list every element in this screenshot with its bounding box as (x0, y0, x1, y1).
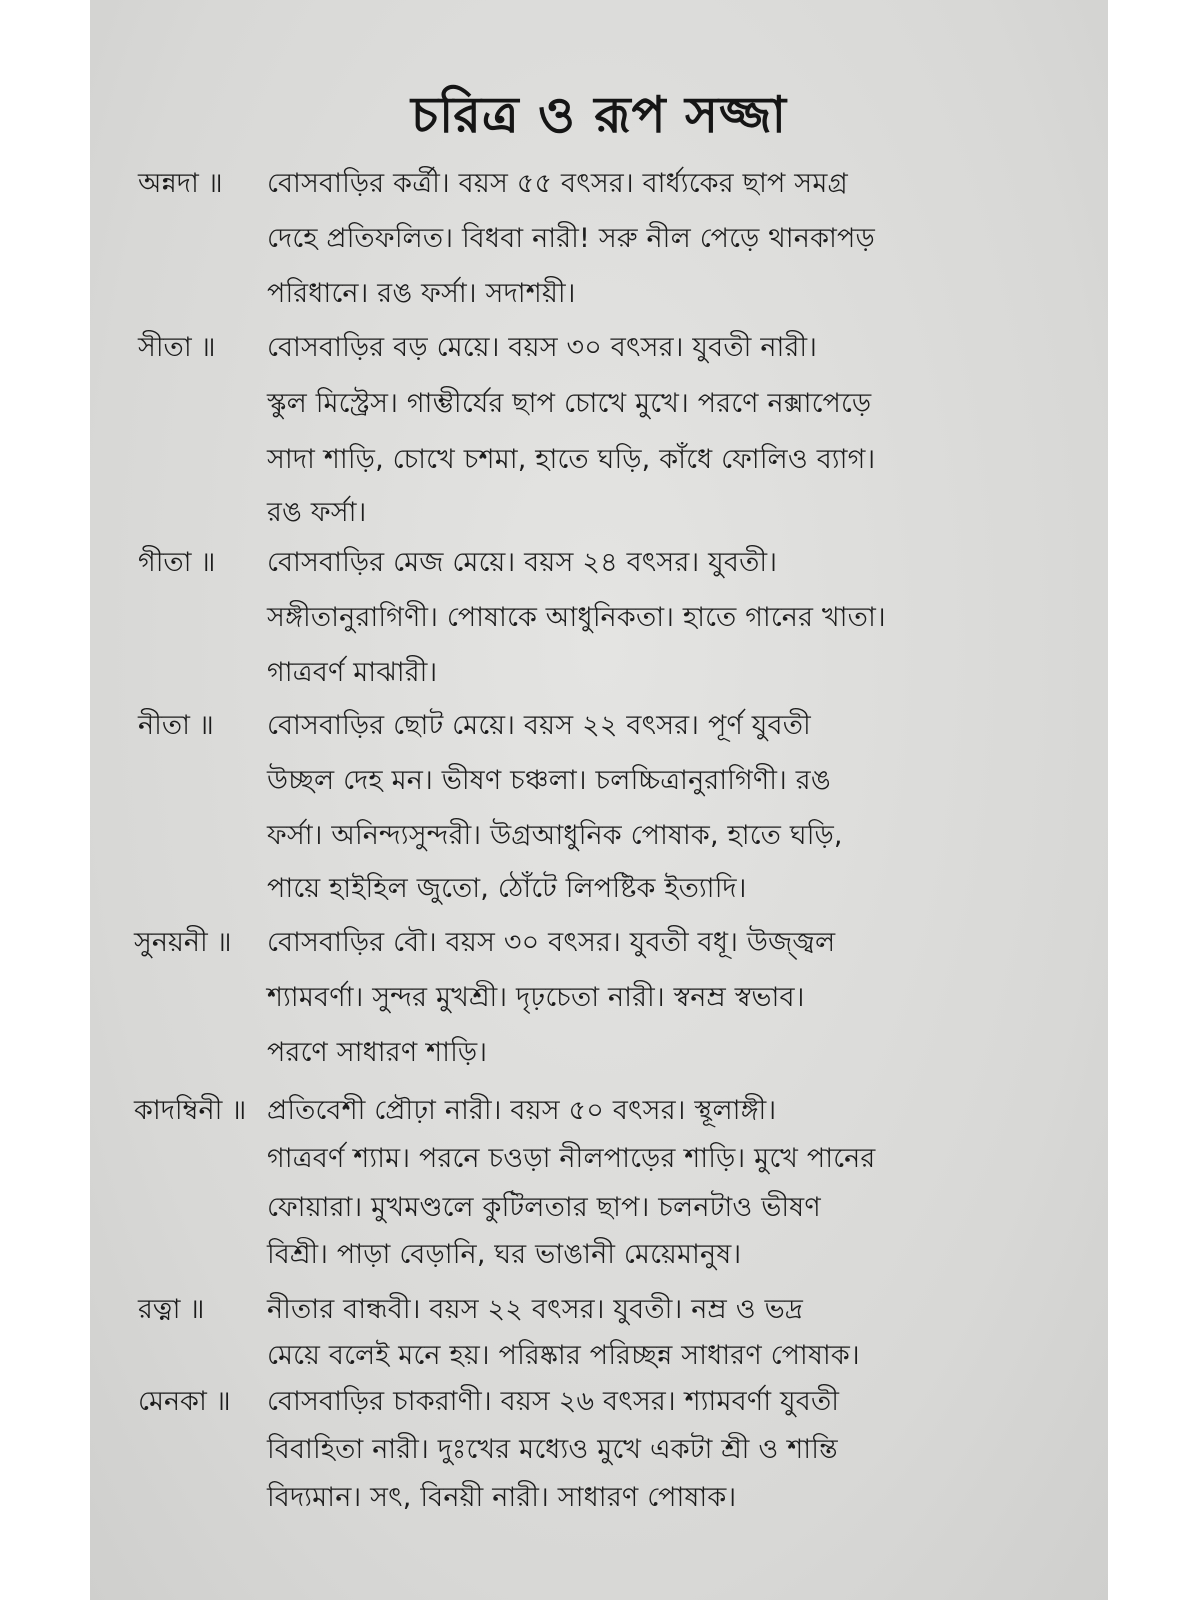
description-line: বোসবাড়ির ছোট মেয়ে। বয়স ২২ বৎসর। পূর্ণ যুবতী (267, 710, 811, 741)
character-name: মেনকা ॥ (138, 1386, 231, 1417)
description-line: বোসবাড়ির চাকরাণী। বয়স ২৬ বৎসর। শ্যামবর্ণা যুবতী (267, 1386, 840, 1417)
description-line: বোসবাড়ির মেজ মেয়ে। বয়স ২৪ বৎসর। যুবতী। (267, 547, 778, 578)
character-name: নীতা ॥ (138, 710, 214, 741)
page-title: চরিত্র ও রূপ সজ্জা (411, 85, 787, 144)
description-line: উচ্ছল দেহ মন। ভীষণ চঞ্চলা। চলচ্চিত্রানুরাগিণী। রঙ (267, 765, 831, 796)
description-line: সাদা শাড়ি, চোখে চশমা, হাতে ঘড়ি, কাঁধে ফোলিও ব্যাগ। (267, 444, 876, 475)
description-line: বিদ্যমান। সৎ, বিনয়ী নারী। সাধারণ পোষাক। (267, 1482, 737, 1513)
description-line: গাত্রবর্ণ মাঝারী। (267, 657, 438, 688)
character-name: রত্না ॥ (138, 1294, 205, 1325)
description-line: বোসবাড়ির বড় মেয়ে। বয়স ৩০ বৎসর। যুবতী নারী। (267, 332, 818, 363)
character-name: অন্নদা ॥ (138, 168, 223, 199)
description-line: দেহে প্রতিফলিত। বিধবা নারী! সরু নীল পেড়ে থানকাপড় (267, 223, 876, 254)
description-line: রঙ ফর্সা। (267, 497, 367, 528)
description-line: বিশ্রী। পাড়া বেড়ানি, ঘর ভাঙানী মেয়েমানুষ। (267, 1239, 742, 1270)
description-line: প্রতিবেশী প্রৌঢ়া নারী। বয়স ৫০ বৎসর। স্থূলাঙ্গী। (267, 1095, 777, 1126)
description-line: মেয়ে বলেই মনে হয়। পরিষ্কার পরিচ্ছন্ন সাধারণ পোষাক। (267, 1340, 860, 1371)
description-line: বোসবাড়ির কর্ত্রী। বয়স ৫৫ বৎসর। বার্ধ্যকের ছাপ সমগ্র (267, 168, 848, 199)
description-line: ফোয়ারা। মুখমণ্ডলে কুটিলতার ছাপ। চলনটাও ভীষণ (267, 1192, 821, 1223)
description-line: সঙ্গীতানুরাগিণী। পোষাকে আধুনিকতা। হাতে গানের খাতা। (267, 602, 886, 633)
description-line: নীতার বান্ধবী। বয়স ২২ বৎসর। যুবতী। নম্র ও ভদ্র (267, 1294, 804, 1325)
description-line: বোসবাড়ির বৌ। বয়স ৩০ বৎসর। যুবতী বধূ। উজ্জ্বল (267, 927, 836, 958)
description-line: পায়ে হাইহিল জুতো, ঠোঁটে লিপষ্টিক ইত্যাদি। (267, 873, 747, 904)
character-name: সুনয়নী ॥ (134, 927, 232, 958)
description-line: পরিধানে। রঙ ফর্সা। সদাশয়ী। (267, 278, 576, 309)
description-line: ফর্সা। অনিন্দ্যসুন্দরী। উগ্রআধুনিক পোষাক, হাতে ঘড়ি, (267, 820, 843, 851)
description-line: গাত্রবর্ণ শ্যাম। পরনে চওড়া নীলপাড়ের শাড়ি। মুখে পানের (267, 1143, 876, 1174)
description-line: শ্যামবর্ণা। সুন্দর মুখশ্রী। দৃঢ়চেতা নারী। স্বনম্র স্বভাব। (267, 982, 805, 1013)
character-name: সীতা ॥ (138, 332, 216, 363)
book-page (90, 0, 1108, 1600)
description-line: স্কুল মিস্ট্রেস। গাম্ভীর্যের ছাপ চোখে মুখে। পরণে নক্সাপেড়ে (267, 388, 872, 419)
character-name: গীতা ॥ (138, 547, 216, 578)
description-line: বিবাহিতা নারী। দুঃখের মধ্যেও মুখে একটা শ্রী ও শান্তি (267, 1434, 838, 1465)
character-name: কাদম্বিনী ॥ (134, 1095, 247, 1126)
description-line: পরণে সাধারণ শাড়ি। (267, 1037, 488, 1068)
